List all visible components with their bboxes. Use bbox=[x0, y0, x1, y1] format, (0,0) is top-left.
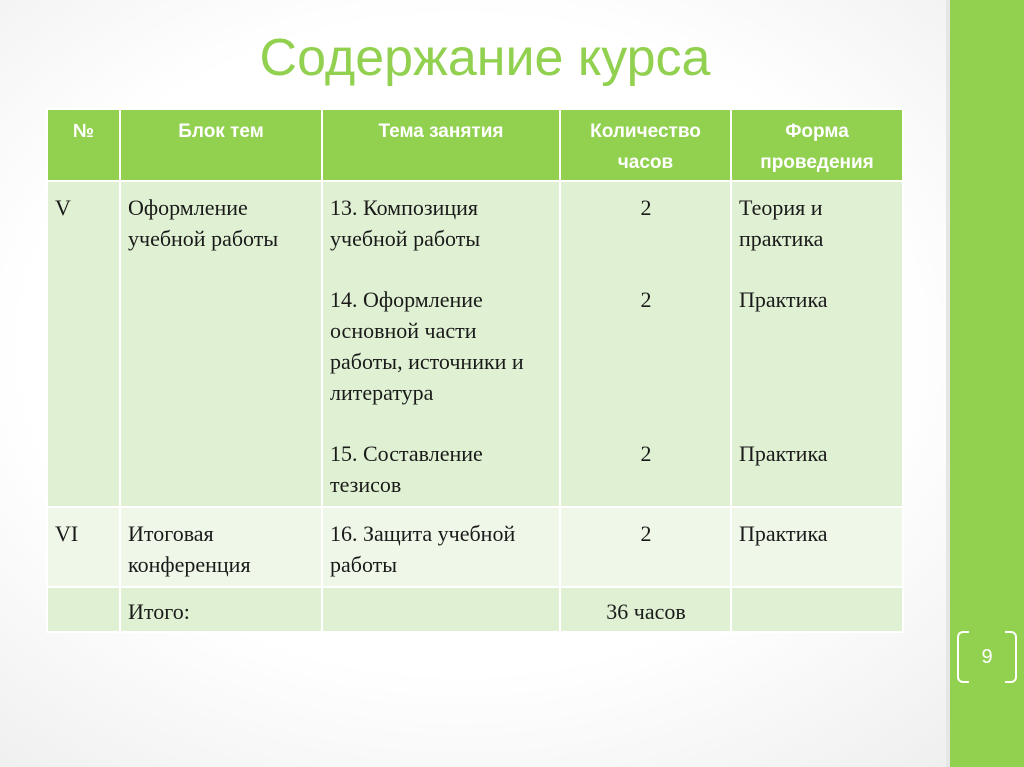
row-forms bbox=[731, 507, 903, 587]
form-item: Практика bbox=[739, 521, 828, 546]
hours-item: 2 bbox=[640, 521, 652, 546]
form-item: Теория и практика bbox=[739, 195, 824, 251]
course-table bbox=[46, 108, 904, 633]
row-block: Итоговая конференция bbox=[120, 507, 322, 587]
total-empty-cell bbox=[731, 587, 903, 632]
form-item: Практика bbox=[739, 287, 828, 312]
slide-title: Содержание курса bbox=[259, 29, 711, 87]
form-item: Практика bbox=[739, 441, 828, 466]
row-forms bbox=[731, 181, 903, 507]
header-number: № bbox=[47, 109, 120, 181]
topic-item: 16. Защита учебной работы bbox=[330, 521, 516, 577]
page-number-text: 9 bbox=[981, 646, 993, 668]
row-topics bbox=[322, 507, 560, 587]
row-topics bbox=[322, 181, 560, 507]
hours-item: 2 bbox=[640, 441, 652, 466]
table-row bbox=[47, 507, 903, 587]
total-label: Итого: bbox=[120, 587, 322, 632]
hours-item: 2 bbox=[640, 287, 652, 312]
total-empty-cell bbox=[47, 587, 120, 632]
row-hours bbox=[560, 181, 731, 507]
row-block: Оформление учебной работы bbox=[120, 181, 322, 507]
row-hours bbox=[560, 507, 731, 587]
table-row bbox=[47, 181, 903, 507]
header-hours: Количество часов bbox=[560, 109, 731, 181]
row-number: VI bbox=[47, 507, 120, 587]
page-number bbox=[957, 631, 1017, 681]
header-form: Форма проведения bbox=[731, 109, 903, 181]
topic-item: 13. Композиция учебной работы bbox=[330, 195, 481, 251]
topic-item: 14. Оформление основной части работы, источники и литература bbox=[330, 287, 524, 405]
row-number: V bbox=[47, 181, 120, 507]
table-total-row bbox=[47, 587, 903, 632]
topic-item: 15. Составление тезисов bbox=[330, 441, 483, 497]
total-empty-cell bbox=[322, 587, 560, 632]
header-block: Блок тем bbox=[120, 109, 322, 181]
header-topic: Тема занятия bbox=[322, 109, 560, 181]
table-header-row bbox=[47, 109, 903, 181]
total-hours: 36 часов bbox=[560, 587, 731, 632]
hours-item: 2 bbox=[640, 195, 652, 220]
